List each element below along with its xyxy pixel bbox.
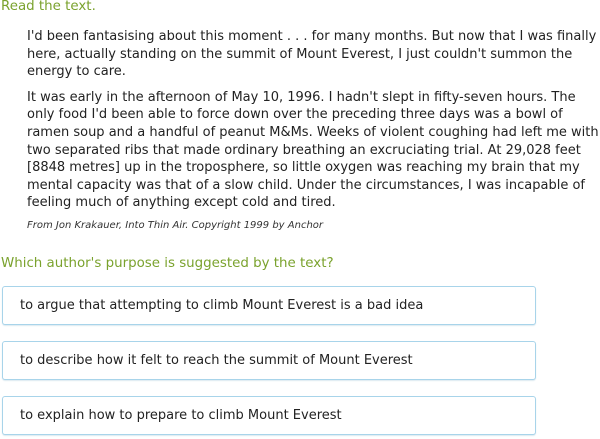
passage-paragraph: It was early in the afternoon of May 10, 1996. I hadn't slept in fifty-seven hours. The only food I'd been able to force down over the preceding three days was a bowl of ramen soup and a handful of peanut M&Ms. Weeks of violent coughing had left me with two separated ribs that made ordinary breathing an excruciating trial. At 29,028 feet [8848 metres] up in the troposphere, so little oxygen was reaching my brain that my mental capacity was that of a slow child. Under the circumstances, I was incapable of feeling much of anything except cold and tired. (27, 89, 599, 211)
answer-choice-label: to describe how it felt to reach the summit of Mount Everest (20, 353, 413, 368)
passage-citation: From Jon Krakauer, Into Thin Air. Copyright 1999 by Anchor (27, 219, 324, 231)
answer-choice-button[interactable] (2, 286, 536, 325)
question-prompt: Which author's purpose is suggested by the text? (1, 256, 334, 271)
answer-choice-button[interactable] (2, 396, 536, 435)
reading-passage (27, 28, 600, 233)
passage-paragraph: I'd been fantasising about this moment . . . for many months. But now that I was finally here, actually standing on the summit of Mount Everest, I just couldn't summon the energy to care. (27, 29, 597, 80)
answer-choice-label: to argue that attempting to climb Mount Everest is a bad idea (20, 298, 424, 313)
answer-choice-button[interactable] (2, 341, 536, 380)
answer-choice-label: to explain how to prepare to climb Mount Everest (20, 408, 342, 423)
instruction-heading: Read the text. (1, 0, 96, 14)
